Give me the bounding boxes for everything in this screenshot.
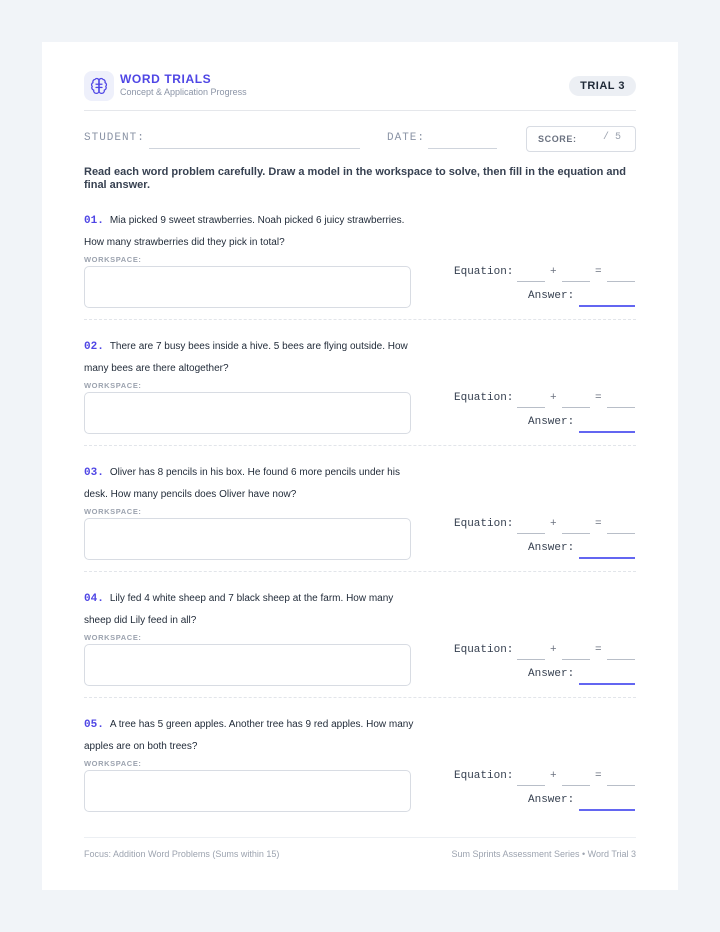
workspace-box[interactable] (84, 644, 411, 686)
problem-question (84, 714, 414, 757)
addend-2-blank[interactable] (562, 533, 590, 534)
addend-1-blank[interactable] (517, 533, 545, 534)
workspace-label: WORKSPACE: (84, 759, 142, 768)
addend-2-blank[interactable] (562, 281, 590, 282)
workspace-box[interactable] (84, 266, 411, 308)
addend-1-blank[interactable] (517, 407, 545, 408)
logo (84, 71, 114, 101)
equation-label: Equation: (454, 644, 514, 656)
answer-field[interactable] (579, 683, 635, 685)
addend-2-blank[interactable] (562, 407, 590, 408)
instructions: Read each word problem carefully. Draw a model in the workspace to solve, then fill in the equation and final answer. (84, 166, 626, 191)
problem-number: 01. (84, 215, 104, 227)
equation-label: Equation: (454, 266, 514, 278)
date-field[interactable] (428, 148, 497, 149)
trial-badge: TRIAL 3 (569, 76, 636, 96)
equals-sign: = (595, 770, 602, 782)
equation-label: Equation: (454, 392, 514, 404)
equals-sign: = (595, 644, 602, 656)
brand-subtitle: Concept & Application Progress (120, 87, 247, 97)
student-label: STUDENT: (84, 132, 145, 144)
problem-divider (84, 319, 636, 320)
addend-1-blank[interactable] (517, 281, 545, 282)
equation-label: Equation: (454, 770, 514, 782)
header (84, 70, 636, 110)
problem-question (84, 210, 414, 253)
workspace-box[interactable] (84, 518, 411, 560)
answer-field[interactable] (579, 305, 635, 307)
answer-field[interactable] (579, 809, 635, 811)
header-divider (84, 110, 636, 111)
answer-field[interactable] (579, 431, 635, 433)
sum-blank[interactable] (607, 785, 635, 786)
plus-sign: + (550, 518, 557, 530)
sum-blank[interactable] (607, 659, 635, 660)
score-total: / 5 (602, 132, 621, 143)
sum-blank[interactable] (607, 533, 635, 534)
answer-field[interactable] (579, 557, 635, 559)
score-label: SCORE: (538, 134, 577, 144)
problem-number: 05. (84, 719, 104, 731)
equals-sign: = (595, 392, 602, 404)
addend-2-blank[interactable] (562, 785, 590, 786)
answer-label: Answer: (528, 542, 575, 554)
answer-label: Answer: (528, 668, 575, 680)
plus-sign: + (550, 644, 557, 656)
equation-label: Equation: (454, 518, 514, 530)
answer-label: Answer: (528, 416, 575, 428)
student-info-row (84, 126, 636, 152)
problem-5 (84, 714, 636, 840)
problem-text: Oliver has 8 pencils in his box. He found 6 more pencils under his desk. How many pencils does Oliver have now? (84, 467, 400, 500)
brand-title: WORD TRIALS (120, 72, 212, 86)
student-name-field[interactable] (149, 148, 360, 149)
problem-4 (84, 588, 636, 714)
problem-divider (84, 697, 636, 698)
footer-focus: Focus: Addition Word Problems (Sums within 15) (84, 849, 280, 859)
footer-series: Sum Sprints Assessment Series • Word Trial 3 (451, 849, 636, 859)
workspace-box[interactable] (84, 770, 411, 812)
workspace-label: WORKSPACE: (84, 255, 142, 264)
equals-sign: = (595, 518, 602, 530)
workspace-label: WORKSPACE: (84, 633, 142, 642)
problem-1 (84, 210, 636, 336)
addend-1-blank[interactable] (517, 659, 545, 660)
problem-question (84, 336, 414, 379)
footer-divider (84, 837, 636, 838)
score-box[interactable] (526, 126, 636, 152)
problem-divider (84, 571, 636, 572)
problem-question (84, 462, 414, 505)
workspace-label: WORKSPACE: (84, 507, 142, 516)
problem-3 (84, 462, 636, 588)
plus-sign: + (550, 392, 557, 404)
sum-blank[interactable] (607, 407, 635, 408)
worksheet-page (42, 42, 678, 890)
problem-question (84, 588, 414, 631)
sum-blank[interactable] (607, 281, 635, 282)
plus-sign: + (550, 266, 557, 278)
equals-sign: = (595, 266, 602, 278)
problem-2 (84, 336, 636, 462)
workspace-box[interactable] (84, 392, 411, 434)
addend-1-blank[interactable] (517, 785, 545, 786)
problem-number: 02. (84, 341, 104, 353)
problem-text: Mia picked 9 sweet strawberries. Noah picked 6 juicy strawberries. How many strawberries did they pick in total? (84, 215, 405, 248)
answer-label: Answer: (528, 290, 575, 302)
brain-icon (90, 77, 108, 95)
answer-label: Answer: (528, 794, 575, 806)
plus-sign: + (550, 770, 557, 782)
problem-number: 03. (84, 467, 104, 479)
date-label: DATE: (387, 132, 426, 144)
problem-divider (84, 445, 636, 446)
problem-text: There are 7 busy bees inside a hive. 5 bees are flying outside. How many bees are there altogether? (84, 341, 408, 374)
problem-text: A tree has 5 green apples. Another tree has 9 red apples. How many apples are on both trees? (84, 719, 414, 752)
addend-2-blank[interactable] (562, 659, 590, 660)
problem-number: 04. (84, 593, 104, 605)
problem-text: Lily fed 4 white sheep and 7 black sheep at the farm. How many sheep did Lily feed in all? (84, 593, 394, 626)
workspace-label: WORKSPACE: (84, 381, 142, 390)
